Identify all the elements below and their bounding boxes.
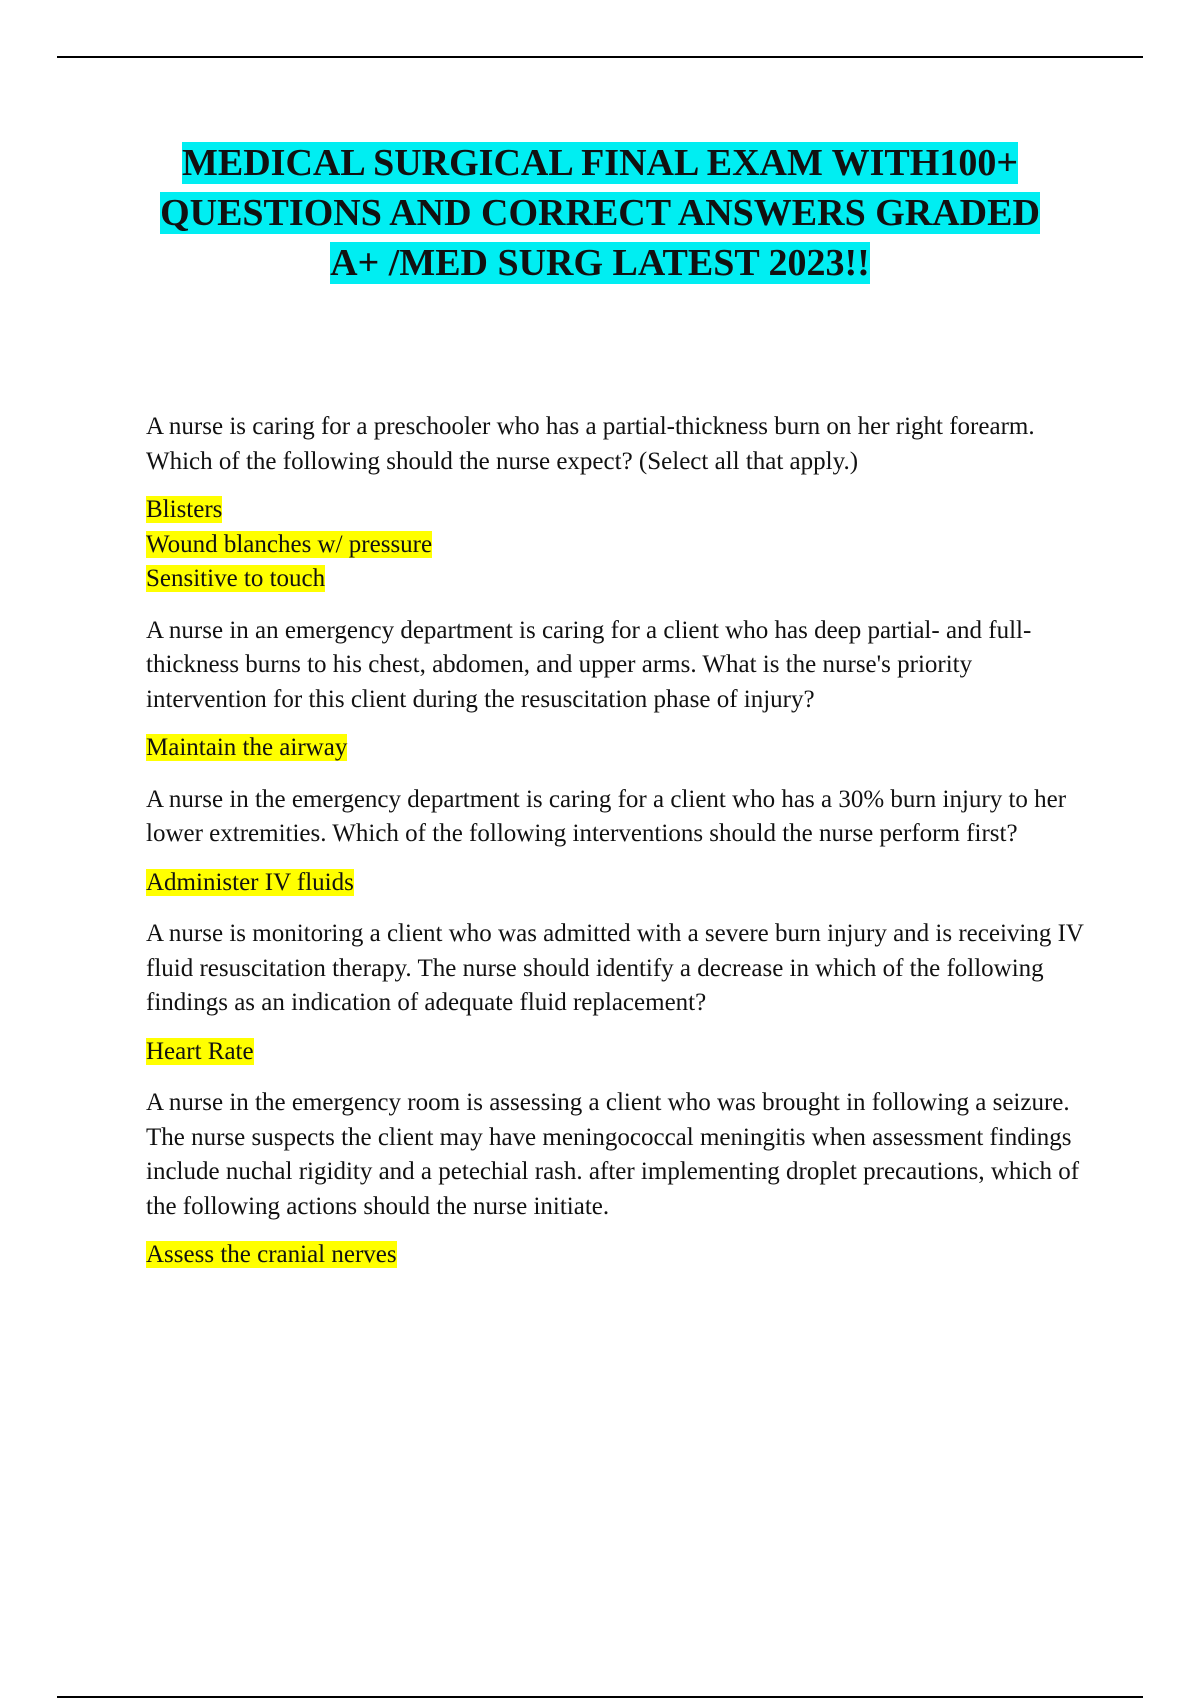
answer-list [146, 493, 1096, 597]
answer-list [146, 1238, 1096, 1273]
answer-item [146, 1238, 1096, 1273]
answer-list [146, 731, 1096, 766]
answer-list [146, 1035, 1096, 1070]
answer-item [146, 528, 1096, 563]
footer-rule [57, 1696, 1143, 1698]
answer-text: Blisters [146, 496, 223, 523]
answer-list [146, 866, 1096, 901]
qa-item [146, 410, 1096, 597]
answer-text: Assess the cranial nerves [146, 1241, 397, 1268]
qa-item [146, 1086, 1096, 1273]
question-text: A nurse is caring for a preschooler who has a partial-thickness burn on her right forearm. Which of the following should the nurse expect? (Select all that apply.) [146, 413, 1035, 475]
question-text: A nurse in an emergency department is caring for a client who has deep partial- and full-thickness burns to his chest, abdomen, and upper arms. What is the nurse's priority intervention for this client during the resuscitation phase of injury? [146, 616, 1032, 713]
title-line: MEDICAL SURGICAL FINAL EXAM WITH100+ [182, 142, 1018, 184]
question-text: A nurse is monitoring a client who was admitted with a severe burn injury and is receiving IV fluid resuscitation therapy. The nurse should identify a decrease in which of the following findings as an indication of adequate fluid replacement? [146, 920, 1084, 1016]
qa-item [146, 783, 1096, 901]
qa-item [146, 917, 1096, 1069]
answer-text: Wound blanches w/ pressure [146, 530, 433, 558]
answer-text: Sensitive to touch [146, 565, 326, 592]
answer-item [146, 1035, 1096, 1070]
title-line: QUESTIONS AND CORRECT ANSWERS GRADED [160, 192, 1040, 234]
answer-item [146, 731, 1096, 766]
title-line: A+ /MED SURG LATEST 2023!! [330, 242, 870, 284]
answer-item [146, 493, 1096, 528]
question-text: A nurse in the emergency department is caring for a client who has a 30% burn injury to her lower extremities. Which of the following interventions should the nurse perform first? [146, 785, 1067, 847]
question-list [146, 410, 1096, 1290]
answer-text: Heart Rate [146, 1037, 254, 1065]
question-text: A nurse in the emergency room is assessing a client who was brought in following a seizure. The nurse suspects the client may have meningococcal meningitis when assessment findings include nuchal rigidity and a petechial rash. after implementing droplet precautions, which of the following actions should the nurse initiate. [146, 1089, 1080, 1220]
answer-text: Administer IV fluids [146, 868, 354, 896]
answer-text: Maintain the airway [146, 734, 348, 761]
answer-item [146, 562, 1096, 597]
answer-item [146, 866, 1096, 901]
document-title [100, 138, 1100, 288]
qa-item [146, 614, 1096, 766]
header-rule [57, 56, 1143, 58]
